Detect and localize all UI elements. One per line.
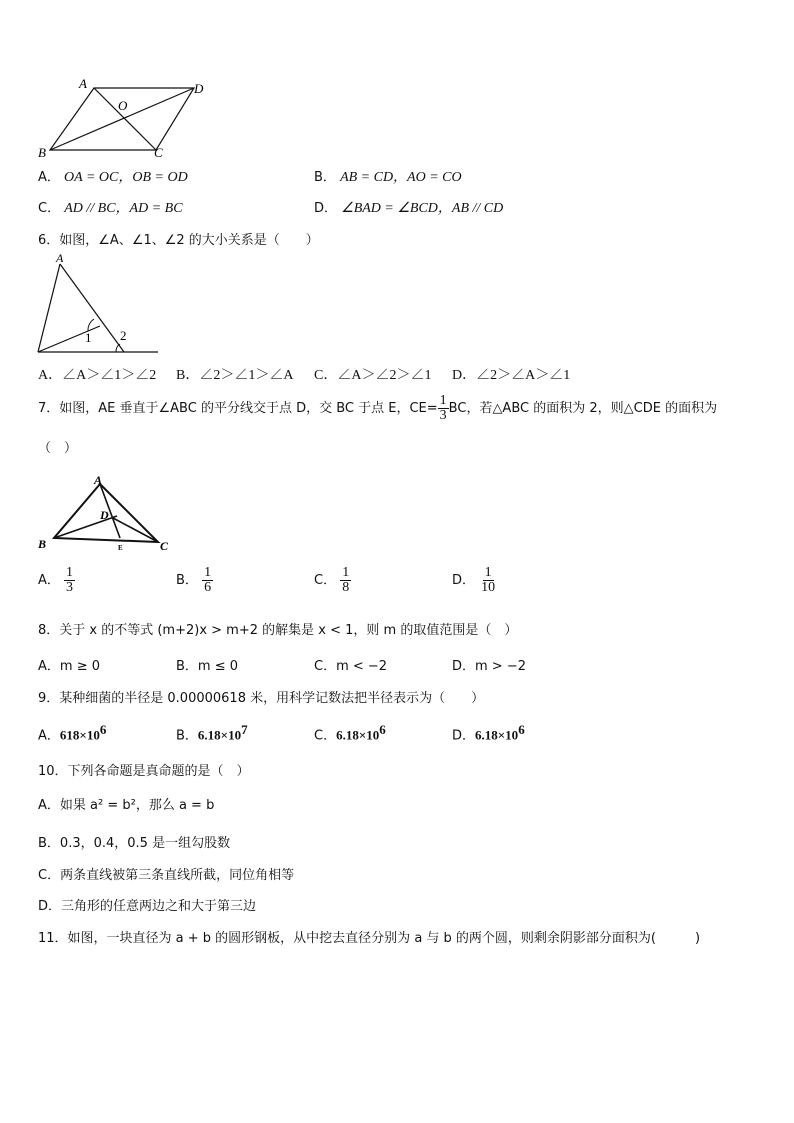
fraction-numerator: 1 — [66, 565, 74, 580]
q10-option-c: C．两条直线被第三条直线所截，同位角相等 — [38, 868, 295, 883]
q6-option-a: A．∠A＞∠1＞∠2 — [38, 368, 157, 383]
triangle-figure-q7 — [34, 472, 174, 554]
q9-option-d-exponent: 6 — [518, 722, 525, 737]
q8-option-d: D．m > −2 — [452, 659, 526, 674]
q6-option-d: D．∠2＞∠A＞∠1 — [452, 368, 571, 383]
q8-stem: 8．关于 x 的不等式 (m+2)x > m+2 的解集是 x < 1，则 m 的取值范围是（ ） — [38, 623, 518, 638]
q10-option-a: A．如果 a² = b²，那么 a = b — [38, 798, 215, 813]
q5-option-c-text: AD // BC，AD = BC — [64, 201, 183, 216]
q9-option-b — [176, 722, 248, 743]
fraction-numerator: 1 — [439, 393, 447, 408]
q9-option-c-exponent: 6 — [379, 722, 386, 737]
fraction-numerator: 1 — [484, 565, 492, 580]
label-D: D — [100, 508, 109, 522]
q10-option-d: D．三角形的任意两边之和大于第三边 — [38, 899, 257, 914]
q9-option-d — [452, 722, 525, 743]
q5-option-a — [38, 166, 188, 186]
q10-option-b: B．0.3，0.4，0.5 是一组勾股数 — [38, 836, 231, 851]
label-D: D — [194, 81, 204, 96]
q7-option-c-label: C． — [314, 573, 337, 588]
q7-option-d-label: D． — [452, 573, 476, 588]
fraction-denominator: 8 — [342, 580, 350, 595]
q5-option-b-label: B． — [314, 170, 336, 185]
q5-option-d-text: ∠BAD = ∠BCD，AB // CD — [341, 201, 504, 216]
q10-stem: 10．下列各命题是真命题的是（ ） — [38, 764, 250, 779]
q7-option-a — [38, 566, 75, 595]
q7-option-b-label: B． — [176, 573, 198, 588]
q7-stem-fraction — [438, 394, 449, 423]
label-B: B — [38, 537, 47, 551]
fraction-denominator: 3 — [66, 580, 74, 595]
q8-option-b: B．m ≤ 0 — [176, 659, 239, 674]
q5-option-d — [314, 197, 503, 217]
fraction-numerator: 1 — [342, 565, 350, 580]
q5-option-d-label: D． — [314, 201, 338, 216]
label-2: 2 — [120, 328, 127, 343]
label-B: B — [38, 145, 46, 160]
label-C: C — [154, 145, 163, 160]
q5-option-a-text: OA = OC，OB = OD — [64, 170, 188, 185]
q9-option-a-exponent: 6 — [99, 722, 107, 737]
parallelogram-figure — [34, 76, 214, 160]
q9-option-a — [38, 722, 106, 743]
q9-option-b-base: 6.18×10 — [197, 727, 242, 743]
q9-option-c — [314, 722, 386, 743]
label-E: E — [118, 544, 123, 552]
label-A: A — [94, 473, 103, 487]
q7-option-c-fraction — [340, 566, 351, 595]
label-1: 1 — [85, 330, 92, 345]
q7-stem-pre: 7．如图，AE 垂直于∠ABC 的平分线交于点 D，交 BC 于点 E，CE= — [38, 401, 438, 416]
q9-option-b-label: B． — [176, 728, 198, 744]
q5-option-a-label: A． — [38, 170, 60, 185]
label-O: O — [118, 98, 128, 113]
q7-option-b-fraction — [202, 566, 213, 595]
q9-option-c-base: 6.18×10 — [336, 727, 380, 743]
q7-stem-paren: （ ） — [38, 441, 78, 456]
q8-option-c: C．m < −2 — [314, 659, 388, 674]
q9-option-d-label: D． — [452, 728, 476, 744]
q9-option-d-base: 6.18×10 — [475, 727, 519, 743]
q9-option-b-exponent: 7 — [241, 722, 248, 737]
q5-option-b — [314, 166, 462, 186]
q7-option-d — [452, 566, 497, 595]
label-A: A — [56, 252, 64, 265]
triangle-figure-q6 — [30, 252, 166, 358]
fraction-denominator: 10 — [481, 580, 496, 595]
label-A: A — [79, 76, 87, 91]
label-C: C — [160, 539, 169, 553]
q9-option-c-label: C． — [314, 728, 337, 744]
q5-option-c-label: C． — [38, 201, 61, 216]
q7-stem-post: BC，若△ABC 的面积为 2，则△CDE 的面积为 — [448, 401, 718, 416]
q11-stem: 11．如图，一块直径为 a + b 的圆形钢板，从中挖去直径分别为 a 与 b 的两个圆，则剩余阴影部分面积为( ) — [38, 931, 701, 946]
q5-option-c — [38, 197, 183, 217]
q6-option-b: B．∠2＞∠1＞∠A — [176, 368, 294, 383]
fraction-denominator: 3 — [439, 408, 447, 423]
q7-option-a-fraction — [64, 566, 75, 595]
q6-option-c: C．∠A＞∠2＞∠1 — [314, 368, 432, 383]
q7-option-b — [176, 566, 213, 595]
q9-option-a-label: A． — [38, 728, 60, 744]
fraction-numerator: 1 — [204, 565, 212, 580]
q8-option-a: A．m ≥ 0 — [38, 659, 100, 674]
q7-option-a-label: A． — [38, 573, 60, 588]
q9-option-a-base: 618×10 — [59, 727, 100, 743]
q7-stem — [38, 394, 717, 424]
fraction-denominator: 6 — [204, 580, 212, 595]
q7-option-d-fraction — [479, 566, 497, 595]
q7-option-c — [314, 566, 351, 595]
q6-stem: 6．如图，∠A、∠1、∠2 的大小关系是（ ） — [38, 233, 319, 248]
q9-stem: 9．某种细菌的半径是 0.00000618 米，用科学记数法把半径表示为（ ） — [38, 691, 485, 706]
q5-option-b-text: AB = CD，AO = CO — [340, 170, 462, 185]
